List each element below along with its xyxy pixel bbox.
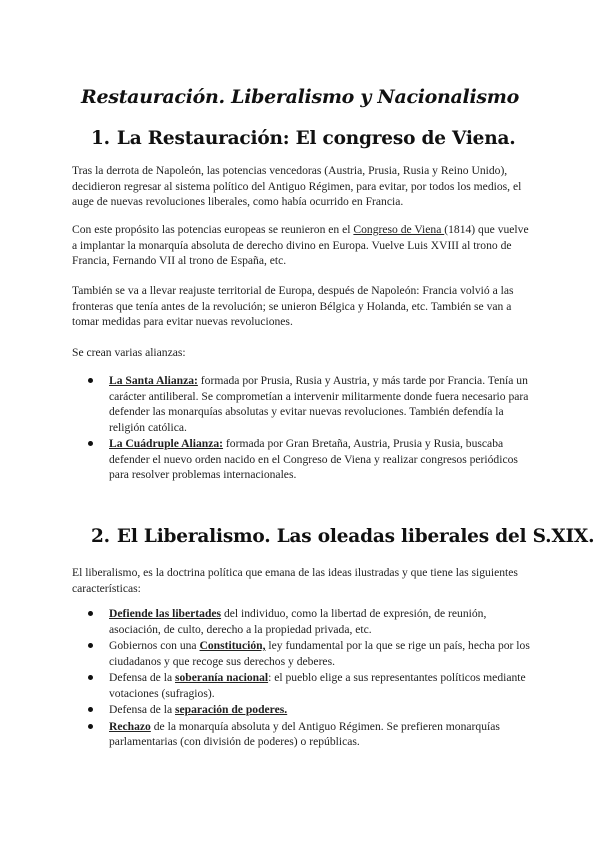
feature-pre: Gobiernos con una [109, 639, 200, 652]
congreso-de-viena-link: Congreso de Viena [353, 223, 445, 236]
section-2-heading-text: El Liberalismo. Las oleadas liberales del S.XIX. [116, 526, 595, 547]
bullet-icon [88, 675, 93, 680]
section-2-number: 2. [91, 526, 110, 547]
list-item [72, 719, 530, 750]
feature-post: : el pueblo elige a sus representantes políticos mediante votaciones (sufragios). [109, 671, 526, 700]
bullet-icon [88, 611, 93, 616]
section-1-paragraph-2 [72, 222, 530, 269]
bullet-icon [88, 707, 93, 712]
list-item [72, 606, 530, 637]
section-1-number: 1. [91, 128, 110, 149]
alliance-text: formada por Gran Bretaña, Austria, Prusia y Rusia, buscaba defender el nuevo orden nacido en el Congreso de Viena y realizar congresos periódicos para resolver problemas internacionales. [109, 437, 518, 481]
list-item [72, 670, 530, 701]
alliance-text: formada por Prusia, Rusia y Austria, y más tarde por Francia. Tenía un carácter antiliberal. Se comprometían a intervenir militarmente donde fuera necesario para defender las monarquías absolutas y evitar nuevas revoluciones. También defendía la religión católica. [109, 374, 529, 434]
section-1-heading-text: La Restauración: El congreso de Viena. [116, 128, 516, 149]
list-item [72, 436, 530, 483]
section-1-paragraph-1: Tras la derrota de Napoleón, las potencias vencedoras (Austria, Prusia, Rusia y Reino Unido), decidieron regresar al sistema político del Antiguo Régimen, para evitar, por todos los medios, el auge de nuevas revoluciones liberales, como había ocurrido en Francia. [72, 164, 522, 208]
feature-post: ley fundamental por la que se rige un país, hecha por los ciudadanos y que recoge sus derechos y deberes. [109, 639, 530, 668]
feature-post: del individuo, como la libertad de expresión, de reunión, asociación, de culto, derecho a la propiedad privada, etc. [109, 607, 487, 636]
section-1-paragraph-4: Se crean varias alianzas: [72, 346, 186, 359]
section-2-paragraph-1: El liberalismo, es la doctrina política que emana de las ideas ilustradas y que tiene las siguientes características: [72, 566, 518, 595]
feature-term: soberanía nacional [175, 671, 269, 684]
section-1-paragraph-3: También se va a llevar reajuste territorial de Europa, después de Napoleón: Francia volvió a las fronteras que tenía antes de la revolución; se unieron Bélgica y Holanda, etc. También se van a tomar medidas para evitar nuevas revoluciones. [72, 284, 514, 328]
bullet-icon [88, 441, 93, 446]
feature-post: de la monarquía absoluta y del Antiguo Régimen. Se prefieren monarquías parlamentarias (con división de poderes) o repúblicas. [109, 719, 500, 748]
list-item [72, 702, 530, 718]
paragraph-2-text-before: Con este propósito las potencias europeas se reunieron en el [72, 223, 354, 236]
feature-term: separación de poderes. [175, 703, 288, 716]
section-1-heading [91, 128, 516, 149]
feature-pre: Defensa de la [109, 671, 175, 684]
alliance-term: La Santa Alianza: [109, 374, 198, 387]
bullet-icon [88, 643, 93, 648]
feature-pre: Defensa de la [109, 703, 175, 716]
feature-term: Constitución, [199, 639, 266, 652]
bullet-icon [88, 724, 93, 729]
paragraph-2-text-after: (1814) que vuelve a implantar la monarquía absoluta de derecho divino en Europa. Vuelve Luis XVIII al trono de Francia, Fernando VII al trono de España, etc. [72, 223, 529, 267]
feature-term: Rechazo [109, 719, 151, 733]
bullet-icon [88, 378, 93, 383]
list-item [72, 638, 530, 669]
document-title: Restauración. Liberalismo y Nacionalismo [81, 86, 519, 108]
liberalism-features-list [72, 606, 530, 751]
list-item [72, 373, 530, 435]
section-2-heading [91, 526, 594, 547]
alliance-term: La Cuádruple Alianza: [109, 437, 224, 450]
alliances-list [72, 373, 530, 484]
feature-term: Defiende las libertades [109, 607, 222, 620]
